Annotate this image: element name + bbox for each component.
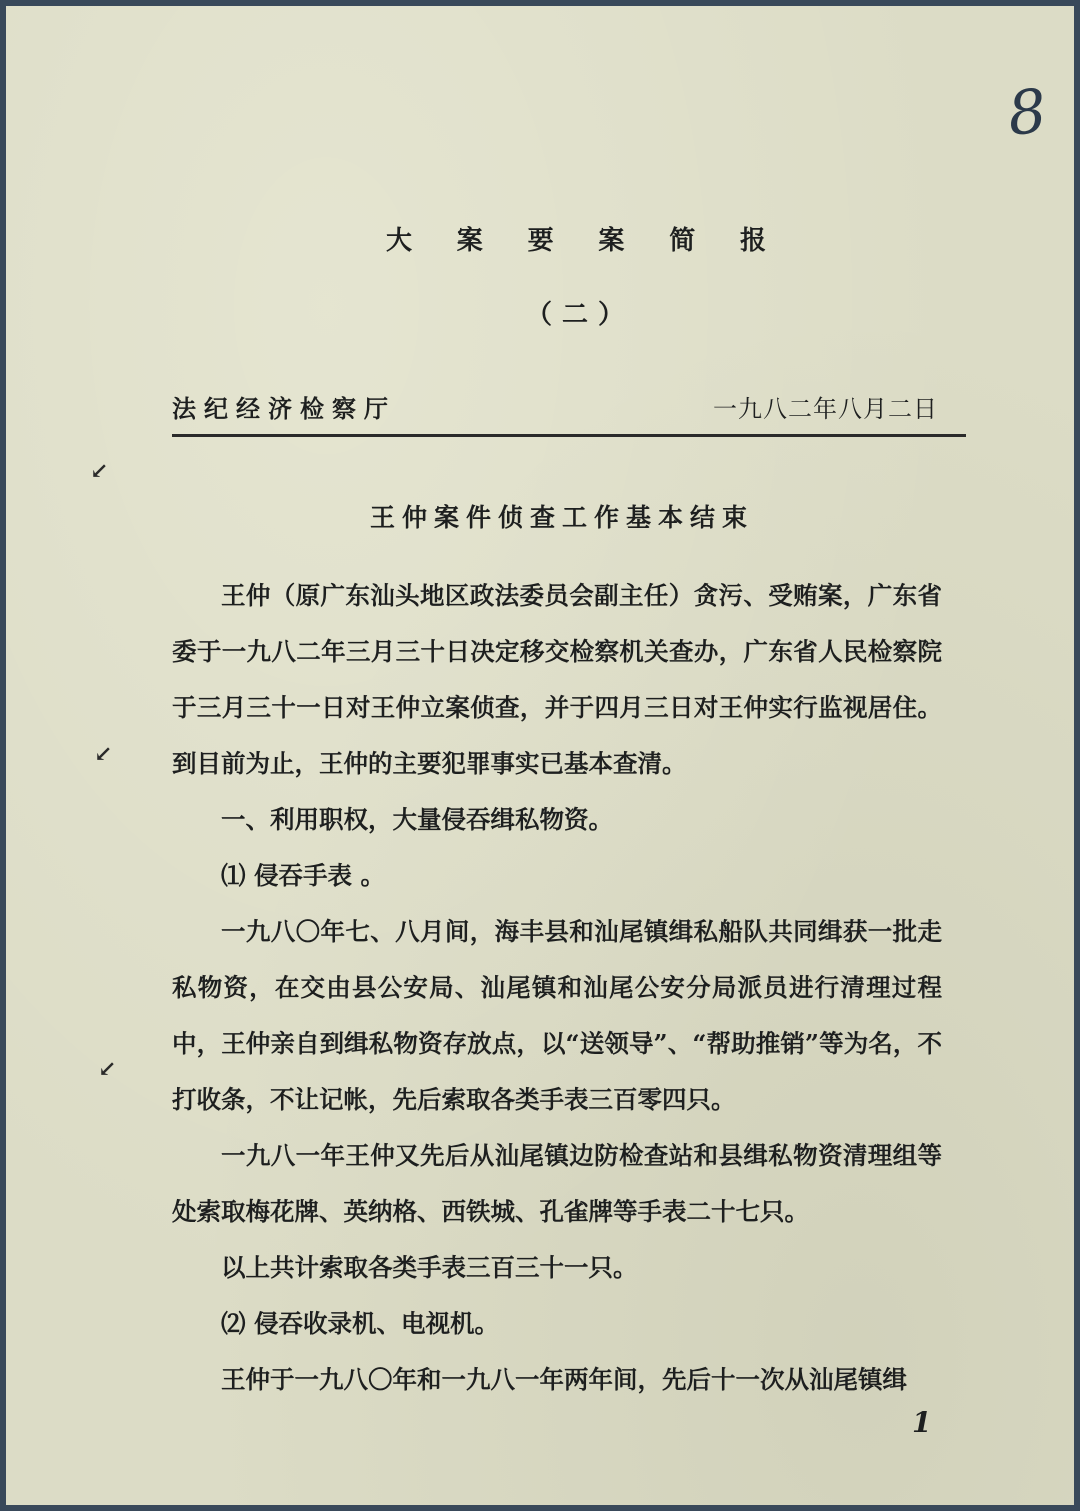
body-paragraph: 王仲于一九八〇年和一九八一年两年间，先后十一次从汕尾镇缉 [221,1365,907,1394]
body-paragraph: 一九八一年王仲又先后从汕尾镇边防检查站和县缉私物资清理组等处索取梅花牌、英纳格、西铁城、孔雀牌等手表二十七只。 [172,1141,942,1226]
title-char: 报 [739,226,766,256]
header-divider [172,434,966,437]
body-paragraph: 王仲（原广东汕头地区政法委员会副主任）贪污、受贿案，广东省委于一九八二年三月三十日决定移交检察机关查办，广东省人民检察院于三月三十一日对王仲立案侦查，并于四月三日对王仲实行监视居住。到目前为止，王仲的主要犯罪事实已基本查清。 [172,581,942,778]
article-headline: 王仲案件侦查工作基本结束 [370,503,755,532]
check-mark-icon: ↙ [98,1056,117,1082]
title-char: 简 [669,226,696,256]
issue-date: 一九八二年八月二日 [713,395,938,423]
subsection-heading: ⑵ 侵吞收录机、电视机。 [221,1309,500,1338]
check-mark-icon: ↙ [94,741,113,767]
title-char: 案 [598,226,625,256]
subsection-heading: ⑴ 侵吞手表 。 [221,861,386,890]
issuing-organization: 法纪经济检察厅 [172,394,396,423]
article-body [172,568,942,1408]
body-paragraph: 以上共计索取各类手表三百三十一只。 [221,1253,638,1282]
section-heading: 一、利用职权，大量侵吞缉私物资。 [221,805,613,834]
title-char: 要 [527,226,554,256]
check-mark-icon: ↙ [90,458,109,484]
title-char: 大 [386,226,413,256]
handwritten-folio-number: 8 [1004,76,1050,150]
bulletin-title [386,220,766,257]
title-char: 案 [456,226,483,256]
body-paragraph: 一九八〇年七、八月间，海丰县和汕尾镇缉私船队共同缉获一批走私物资，在交由县公安局、汕尾镇和汕尾公安分局派员进行清理过程中，王仲亲自到缉私物资存放点，以“送领导”、“帮助推销”等为名，不打收条，不让记帐，先后索取各类手表三百零四只。 [172,917,942,1114]
page-number: 1 [912,1406,932,1439]
issue-number: （二） [526,300,635,330]
